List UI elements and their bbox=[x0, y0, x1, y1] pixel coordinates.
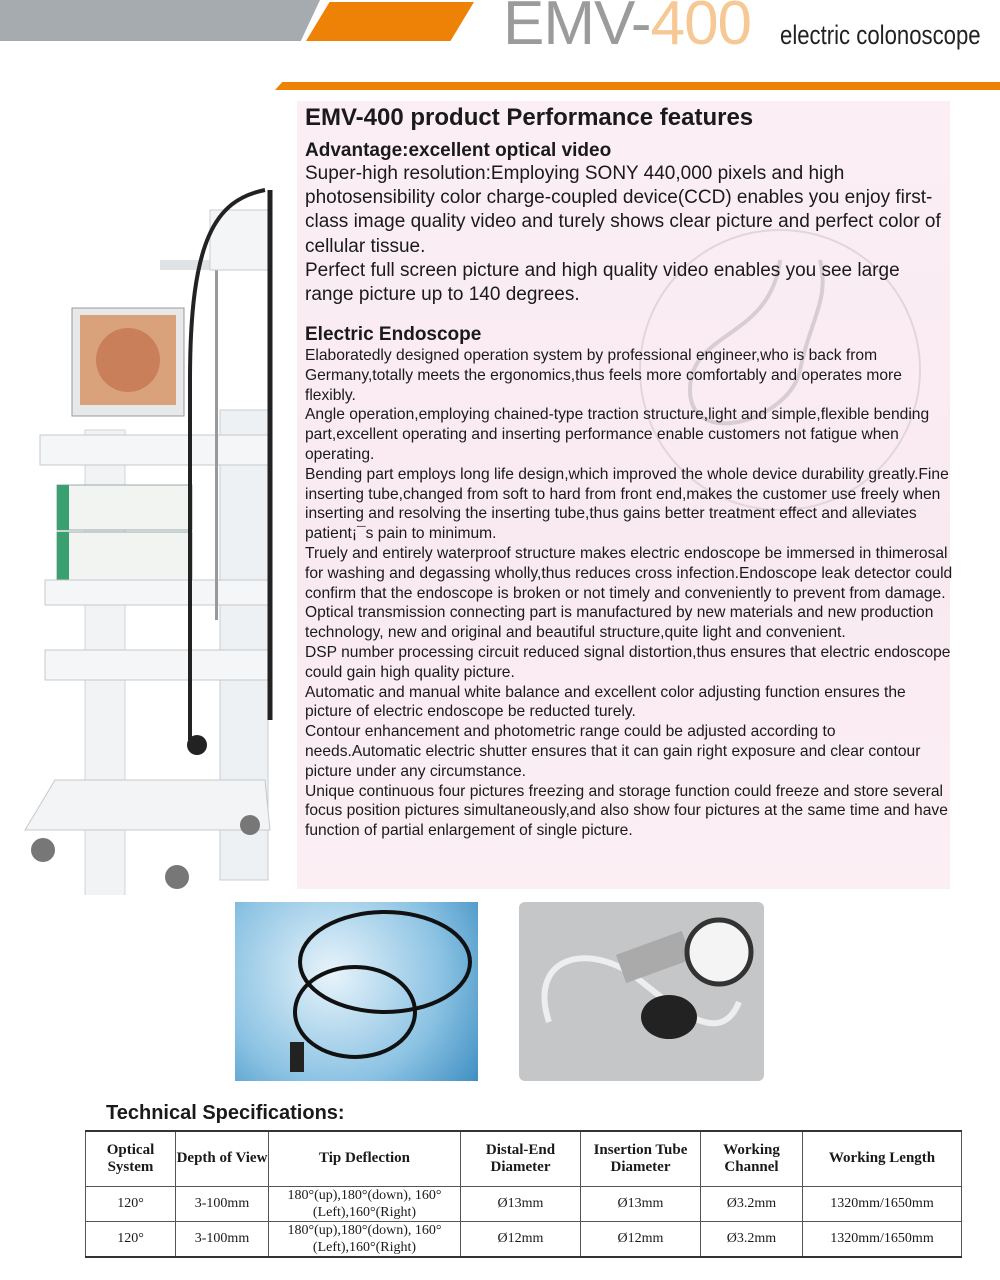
endoscope-paragraph: Unique continuous four pictures freezing and storage function could freeze and store several focus position pictures simultaneously,and also show four pictures at the same time and have function of partial enlargement of single picture. bbox=[305, 782, 948, 840]
model-subtitle: electric colonoscope bbox=[780, 20, 981, 50]
table-cell: Ø12mm bbox=[581, 1221, 701, 1257]
endoscope-heading: Electric Endoscope bbox=[305, 324, 482, 345]
endoscope-paragraph: Bending part employs long life design,which improved the whole device durability greatly.Fine inserting tube,changed from soft to hard from front end,makes the customer use freely when inserting and resolving the inserting tube,thus gains better treatment effect and alleviates patient¡¯s pain to minimum. bbox=[305, 465, 949, 543]
header-grey-band bbox=[0, 0, 320, 41]
leak-tester-photo bbox=[519, 902, 764, 1081]
features-title: EMV-400 product Performance features bbox=[305, 104, 754, 131]
advantage-paragraph: Perfect full screen picture and high quality video enables you see large range picture up to 140 degrees. bbox=[305, 259, 900, 306]
column-header: Tip Deflection bbox=[269, 1131, 461, 1186]
table-cell: Ø13mm bbox=[581, 1186, 701, 1221]
table-cell: Ø13mm bbox=[461, 1186, 581, 1221]
table-cell: Ø3.2mm bbox=[701, 1221, 803, 1257]
column-header: Insertion Tube Diameter bbox=[581, 1131, 701, 1186]
table-cell: Ø12mm bbox=[461, 1221, 581, 1257]
table-cell: 180°(up),180°(down), 160°(Left),160°(Right) bbox=[269, 1221, 461, 1257]
table-cell: 120° bbox=[86, 1221, 176, 1257]
specs-title: Technical Specifications: bbox=[106, 1102, 345, 1124]
endoscope-paragraph: Optical transmission connecting part is manufactured by new materials and new production technology, new and original and beautiful structure,quite light and convenient. bbox=[305, 604, 934, 642]
table-cell: 1320mm/1650mm bbox=[803, 1186, 962, 1221]
model-title bbox=[503, 0, 751, 59]
table-cell: 3-100mm bbox=[176, 1186, 269, 1221]
advantage-paragraph: Super-high resolution:Employing SONY 440,000 pixels and high photosensibility color charge-coupled device(CCD) enables you enjoy first-class image quality video and turely shows clear picture and perfect color of cellular tissue. bbox=[305, 163, 941, 257]
endoscope-paragraph: Truely and entirely waterproof structure makes electric endoscope be immersed in thimerosal for washing and degassing wholly,thus reduces cross infection.Endoscope leak detector could confirm that the endoscope is broken or not timely and conveniently to prevent from damage. bbox=[305, 544, 953, 602]
table-cell: 120° bbox=[86, 1186, 176, 1221]
column-header: Working Channel bbox=[701, 1131, 803, 1186]
table-cell: 1320mm/1650mm bbox=[803, 1221, 962, 1257]
endoscope-section bbox=[305, 324, 953, 841]
header-orange-band bbox=[306, 2, 474, 41]
column-header: Working Length bbox=[803, 1131, 962, 1186]
table-row bbox=[86, 1221, 962, 1257]
advantage-section bbox=[305, 140, 945, 307]
endoscope-waterdrops-photo bbox=[235, 902, 478, 1081]
endoscope-paragraph: DSP number processing circuit reduced signal distortion,thus ensures that electric endoscope could gain high quality picture. bbox=[305, 643, 951, 681]
table-cell: 3-100mm bbox=[176, 1221, 269, 1257]
model-prefix: EMV- bbox=[503, 0, 651, 58]
model-number: 400 bbox=[650, 0, 752, 58]
endoscope-paragraph: Angle operation,employing chained-type traction structure,light and simple,flexible bending part,excellent operating and inserting performance enable customers not fatigue when operating. bbox=[305, 406, 930, 463]
endoscopy-cart-image bbox=[15, 180, 290, 895]
column-header: Depth of View bbox=[176, 1131, 269, 1186]
table-row bbox=[86, 1186, 962, 1221]
table-cell: 180°(up),180°(down), 160°(Left),160°(Right) bbox=[269, 1186, 461, 1221]
column-header: Optical System bbox=[86, 1131, 176, 1186]
specs-table bbox=[85, 1130, 962, 1258]
orange-divider bbox=[275, 82, 1000, 90]
table-cell: Ø3.2mm bbox=[701, 1186, 803, 1221]
table-header-row bbox=[86, 1131, 962, 1186]
endoscope-paragraph: Automatic and manual white balance and excellent color adjusting function ensures the picture of electric endoscope be reducted turely. bbox=[305, 683, 906, 721]
column-header: Distal-End Diameter bbox=[461, 1131, 581, 1186]
advantage-heading: Advantage:excellent optical video bbox=[305, 140, 612, 161]
endoscope-paragraph: Contour enhancement and photometric range could be adjusted according to needs.Automatic electric shutter ensures that it can gain right exposure and clear contour picture under any circumstance. bbox=[305, 723, 921, 780]
endoscope-paragraph: Elaboratedly designed operation system by professional engineer,who is back from Germany,totally meets the ergonomics,thus feels more comfortably and operates more flexibly. bbox=[305, 347, 902, 404]
